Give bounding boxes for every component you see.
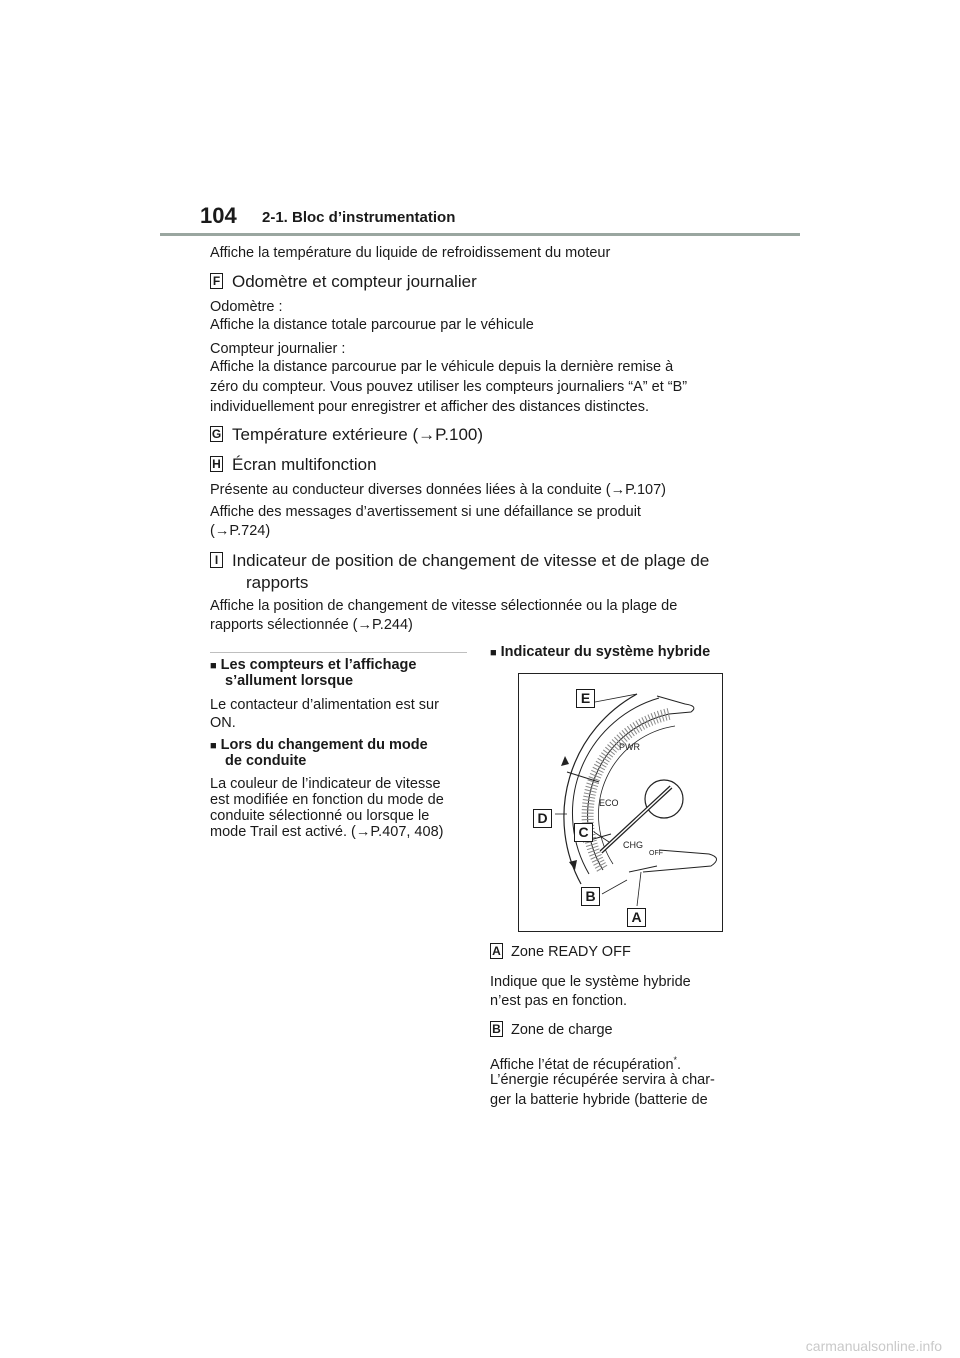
item-f-line1: Odomètre : [210,299,283,315]
subheading-hybrid-indicator [490,644,710,662]
item-f-line4: Affiche la distance parcourue par le véhicule depuis la dernière remise à [210,359,674,375]
subheading-drive-mode-line2: de conduite [225,753,307,769]
badge-i: I [210,552,223,568]
item-f-line6: individuellement pour enregistrer et afficher des distances distinctes. [210,399,649,415]
paragraph-drive-mode-line2: est modifiée en fonction du mode de [210,792,444,808]
item-b-line2: L’énergie récupérée servira à char- [490,1072,715,1088]
watermark: carmanualsonline.info [805,1338,942,1354]
paragraph-drive-mode-line3: conduite sélectionné ou lorsque le [210,808,430,824]
item-b-line1-text: Affiche l’état de récupération [490,1056,674,1073]
item-a-line1: Indique que le système hybride [490,974,691,990]
badge-f: F [210,273,223,289]
gauge-label-chg: CHG [623,840,643,850]
column-rule [210,652,467,653]
paragraph-display-on-line2: ON. [210,715,236,731]
item-i-line1: Affiche la position de changement de vitesse sélectionnée ou la plage de [210,598,678,614]
callout-c: C [574,823,593,842]
item-b-title: Zone de charge [511,1022,613,1038]
item-h-line1: Présente au conducteur diverses données liées à la conduite (→P.107) [210,482,666,498]
item-b-line3: ger la batterie hybride (batterie de [490,1092,708,1108]
paragraph-drive-mode-line1: La couleur de l’indicateur de vitesse [210,776,441,792]
item-f-title: Odomètre et compteur journalier [232,272,477,291]
gauge-label-pwr: PWR [619,742,640,752]
hybrid-indicator-diagram [518,673,723,932]
item-f-line2: Affiche la distance totale parcourue par le véhicule [210,317,534,333]
item-h-title: Écran multifonction [232,455,377,474]
square-bullet-icon: ■ [210,740,217,752]
subheading-display-on-line2: s’allument lorsque [225,673,354,689]
gauge-label-off: OFF [649,850,663,857]
subheading-hybrid-indicator-text: Indicateur du système hybride [500,644,711,660]
item-i-line2: rapports sélectionnée (→P.244) [210,617,413,633]
callout-b: B [581,887,600,906]
callout-d: D [533,809,552,828]
item-g-title: Température extérieure (→P.100) [232,425,484,444]
badge-a: A [490,943,503,959]
gauge-label-eco: ECO [599,798,619,808]
callout-a: A [627,908,646,927]
item-a-title: Zone READY OFF [511,944,631,960]
item-f-line5: zéro du compteur. Vous pouvez utiliser les compteurs journaliers “A” et “B” [210,379,688,395]
badge-h: H [210,456,223,472]
top-line: Affiche la température du liquide de refroidissement du moteur [210,245,611,261]
hybrid-gauge-illustration [519,674,723,932]
paragraph-display-on-line1: Le contacteur d’alimentation est sur [210,697,439,713]
paragraph-drive-mode-line4: mode Trail est activé. (→P.407, 408) [210,824,444,840]
footnote-marker: * [673,1055,678,1065]
square-bullet-icon: ■ [210,660,217,672]
item-h-line2: Affiche des messages d’avertissement si une défaillance se produit [210,504,641,520]
item-i-title-line2: rapports [246,573,309,592]
item-f-line3: Compteur journalier : [210,341,346,357]
badge-b: B [490,1021,503,1037]
subheading-drive-mode-line1: Lors du changement du mode [220,737,428,753]
callout-e: E [576,689,595,708]
item-h-line3: (→P.724) [210,523,271,539]
item-a-line2: n’est pas en fonction. [490,993,628,1009]
section-title: 2-1. Bloc d’instrumentation [262,209,456,226]
badge-g: G [211,427,222,441]
page-number: 104 [200,203,237,228]
subheading-display-on-line1: Les compteurs et l’affichage [220,657,417,673]
header-rule [160,233,800,236]
item-i-title-line1: Indicateur de position de changement de vitesse et de plage de [232,551,710,570]
item-b-line1-period: . [677,1056,682,1073]
square-bullet-icon: ■ [490,647,497,659]
